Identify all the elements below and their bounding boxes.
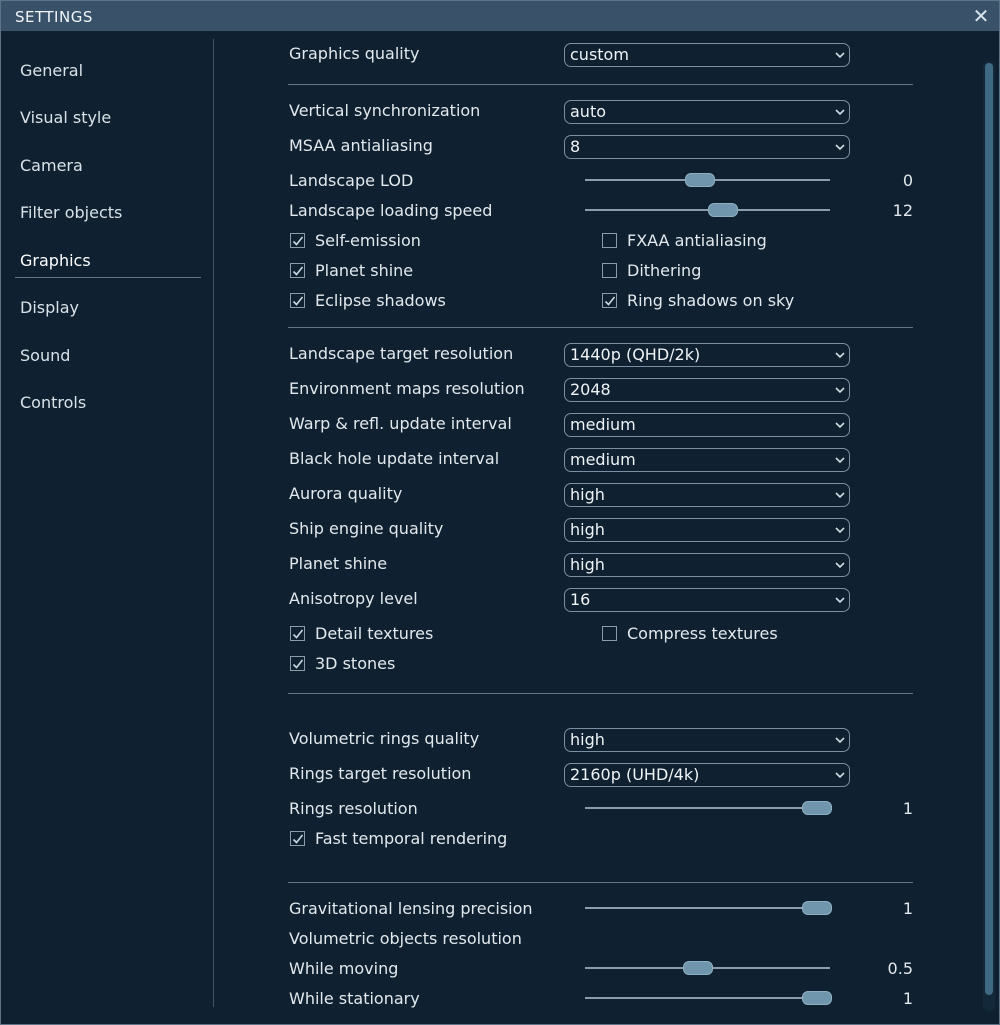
sidebar-item-general[interactable]: General — [20, 61, 84, 80]
landscape-loading-speed-value: 12 — [892, 201, 913, 220]
while-moving-label: While moving — [289, 959, 399, 978]
warp-refl-interval-label: Warp & refl. update interval — [289, 414, 512, 433]
checkbox-box[interactable] — [290, 656, 305, 671]
slider-thumb[interactable] — [802, 991, 832, 1005]
chevron-down-icon — [835, 109, 843, 117]
graphics-quality-value: custom — [570, 45, 629, 64]
while-moving-value: 0.5 — [887, 959, 913, 978]
rings-resolution-value: 1 — [902, 799, 913, 818]
section-divider — [288, 882, 913, 883]
vsync-select[interactable] — [564, 100, 850, 124]
close-icon[interactable]: ✕ — [972, 4, 990, 28]
checkbox-label: 3D stones — [315, 654, 396, 673]
landscape-loading-speed-slider[interactable] — [585, 203, 830, 217]
planet-shine-quality-label: Planet shine — [289, 554, 388, 573]
msaa-label: MSAA antialiasing — [289, 136, 433, 155]
sidebar-item-sound[interactable]: Sound — [20, 346, 71, 365]
ship-engine-quality-select[interactable] — [564, 518, 850, 542]
slider-thumb[interactable] — [683, 961, 713, 975]
checkbox-box[interactable] — [602, 626, 617, 641]
sidebar-item-visual-style[interactable]: Visual style — [20, 108, 112, 127]
rings-target-resolution-value: 2160p (UHD/4k) — [570, 765, 700, 784]
rings-resolution-slider[interactable] — [585, 801, 830, 815]
warp-refl-interval-select[interactable] — [564, 413, 850, 437]
checkbox-label: Compress textures — [627, 624, 778, 643]
black-hole-interval-value: medium — [570, 450, 636, 469]
volumetric-rings-quality-label: Volumetric rings quality — [289, 729, 480, 748]
checkbox-box[interactable] — [290, 263, 305, 278]
section-divider — [288, 693, 913, 694]
chevron-down-icon — [835, 457, 843, 465]
warp-refl-interval-value: medium — [570, 415, 636, 434]
landscape-target-resolution-select[interactable] — [564, 343, 850, 367]
env-maps-resolution-label: Environment maps resolution — [289, 379, 525, 398]
section-divider — [288, 84, 913, 85]
chevron-down-icon — [835, 772, 843, 780]
sidebar-item-controls[interactable]: Controls — [20, 393, 87, 412]
chevron-down-icon — [835, 52, 843, 60]
checkbox-label: Ring shadows on sky — [627, 291, 795, 310]
checkbox-box[interactable] — [602, 263, 617, 278]
slider-thumb[interactable] — [708, 203, 738, 217]
chevron-down-icon — [835, 737, 843, 745]
sidebar-item-display[interactable]: Display — [20, 298, 79, 317]
chevron-down-icon — [835, 597, 843, 605]
while-stationary-label: While stationary — [289, 989, 420, 1008]
checkbox-box[interactable] — [290, 233, 305, 248]
msaa-value: 8 — [570, 137, 581, 156]
checkbox-box[interactable] — [602, 293, 617, 308]
msaa-select[interactable] — [564, 135, 850, 159]
checkbox-box[interactable] — [290, 626, 305, 641]
aurora-quality-value: high — [570, 485, 605, 504]
landscape-target-resolution-value: 1440p (QHD/2k) — [570, 345, 701, 364]
vsync-value: auto — [570, 102, 607, 121]
landscape-lod-slider[interactable] — [585, 173, 830, 187]
chevron-down-icon — [835, 352, 843, 360]
checkbox-box[interactable] — [290, 831, 305, 846]
window-title: SETTINGS — [15, 8, 93, 26]
planet-shine-quality-select[interactable] — [564, 553, 850, 577]
gravitational-lensing-label: Gravitational lensing precision — [289, 899, 533, 918]
scrollbar-thumb[interactable] — [985, 63, 993, 995]
planet-shine-quality-value: high — [570, 555, 605, 574]
checkbox-label: Planet shine — [315, 261, 414, 280]
title-bar[interactable] — [1, 1, 999, 31]
checkbox-label: Self-emission — [315, 231, 421, 250]
black-hole-interval-select[interactable] — [564, 448, 850, 472]
slider-track — [585, 807, 830, 809]
rings-resolution-label: Rings resolution — [289, 799, 418, 818]
checkbox-box[interactable] — [290, 293, 305, 308]
env-maps-resolution-value: 2048 — [570, 380, 611, 399]
anisotropy-level-label: Anisotropy level — [289, 589, 418, 608]
sidebar-item-camera[interactable]: Camera — [20, 156, 83, 175]
checkbox-label: Dithering — [627, 261, 702, 280]
rings-target-resolution-label: Rings target resolution — [289, 764, 472, 783]
anisotropy-level-select[interactable] — [564, 588, 850, 612]
slider-track — [585, 907, 830, 909]
slider-thumb[interactable] — [802, 901, 832, 915]
sidebar-item-graphics[interactable]: Graphics — [20, 251, 91, 270]
black-hole-interval-label: Black hole update interval — [289, 449, 500, 468]
section-divider — [288, 327, 913, 328]
aurora-quality-select[interactable] — [564, 483, 850, 507]
chevron-down-icon — [835, 492, 843, 500]
while-stationary-slider[interactable] — [585, 991, 830, 1005]
checkbox-label: FXAA antialiasing — [627, 231, 767, 250]
volumetric-objects-resolution-label: Volumetric objects resolution — [289, 929, 522, 948]
anisotropy-level-value: 16 — [570, 590, 591, 609]
slider-thumb[interactable] — [685, 173, 715, 187]
chevron-down-icon — [835, 422, 843, 430]
graphics-quality-select[interactable] — [564, 43, 850, 67]
ship-engine-quality-value: high — [570, 520, 605, 539]
chevron-down-icon — [835, 144, 843, 152]
checkbox-label: Fast temporal rendering — [315, 829, 508, 848]
vsync-label: Vertical synchronization — [289, 101, 481, 120]
landscape-target-resolution-label: Landscape target resolution — [289, 344, 514, 363]
graphics-quality-label: Graphics quality — [289, 44, 420, 63]
aurora-quality-label: Aurora quality — [289, 484, 403, 503]
landscape-lod-label: Landscape LOD — [289, 171, 414, 190]
env-maps-resolution-select[interactable] — [564, 378, 850, 402]
ship-engine-quality-label: Ship engine quality — [289, 519, 444, 538]
gravitational-lensing-slider[interactable] — [585, 901, 830, 915]
slider-track — [585, 997, 830, 999]
chevron-down-icon — [835, 527, 843, 535]
gravitational-lensing-value: 1 — [902, 899, 913, 918]
sidebar — [1, 31, 213, 1024]
landscape-lod-value: 0 — [902, 171, 913, 190]
checkbox-box[interactable] — [602, 233, 617, 248]
chevron-down-icon — [835, 387, 843, 395]
slider-thumb[interactable] — [802, 801, 832, 815]
checkbox-label: Detail textures — [315, 624, 434, 643]
sidebar-divider — [213, 39, 214, 1007]
active-tab-underline — [15, 277, 201, 278]
while-moving-slider[interactable] — [585, 961, 830, 975]
volumetric-rings-quality-select[interactable] — [564, 728, 850, 752]
checkbox-label: Eclipse shadows — [315, 291, 446, 310]
landscape-loading-speed-label: Landscape loading speed — [289, 201, 493, 220]
while-stationary-value: 1 — [902, 989, 913, 1008]
sidebar-item-filter-objects[interactable]: Filter objects — [20, 203, 123, 222]
rings-target-resolution-select[interactable] — [564, 763, 850, 787]
volumetric-rings-quality-value: high — [570, 730, 605, 749]
chevron-down-icon — [835, 562, 843, 570]
